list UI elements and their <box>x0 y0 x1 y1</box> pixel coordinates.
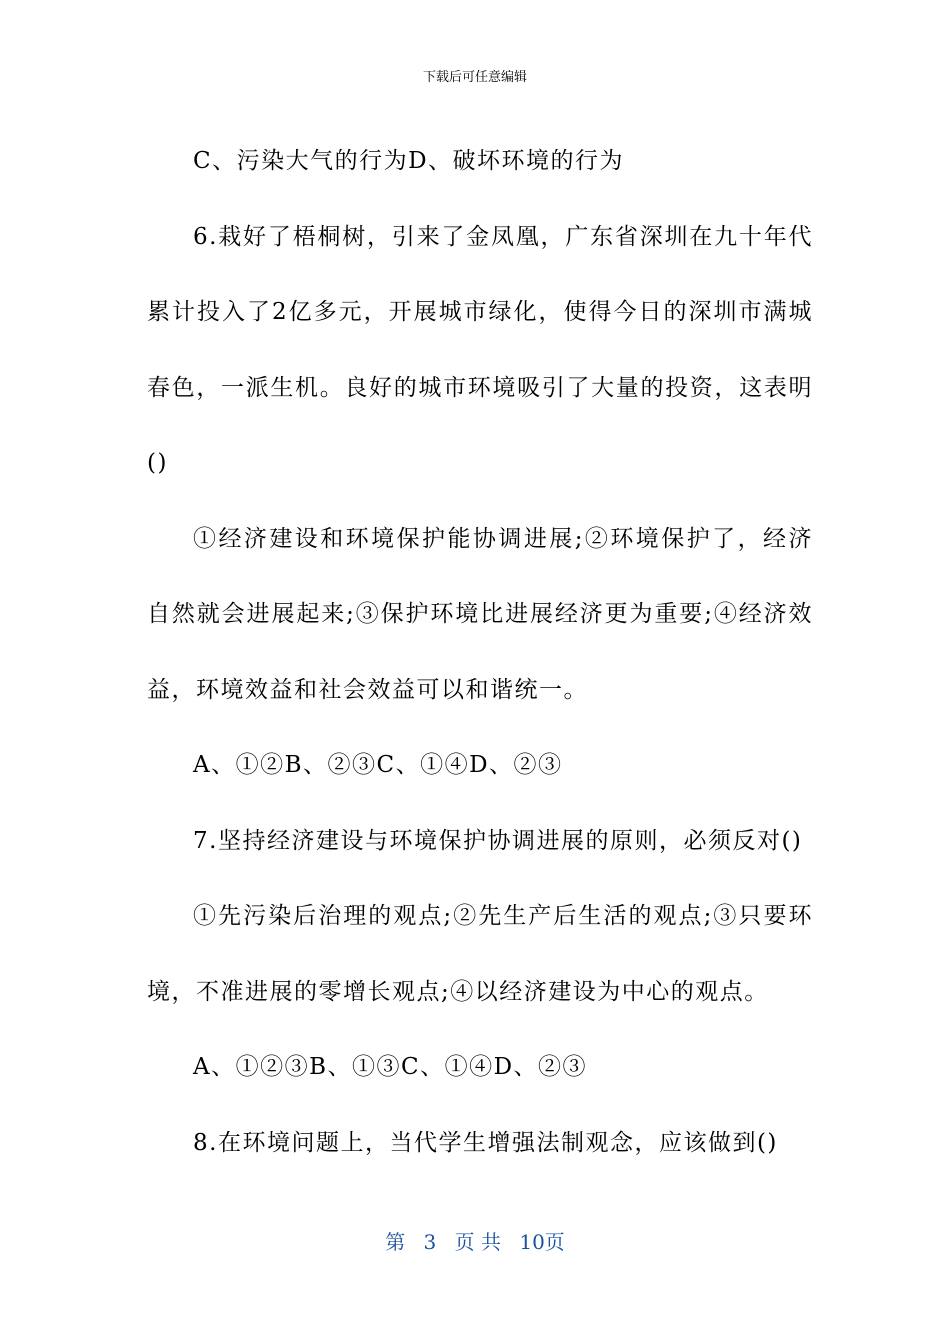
paragraph-option-cd: C、污染大气的行为D、破坏环境的行为 <box>193 148 625 174</box>
paragraph-statements-6: ①经济建设和环境保护能协调进展;②环境保护了，经济自然就会进展起来;③保护环境比进展经济更为重要;④经济效益，环境效益和社会效益可以和谐统一。 <box>147 525 813 703</box>
paragraph-choices-6: A、①②B、②③C、①④D、②③ <box>193 752 563 778</box>
document-body <box>147 124 813 1181</box>
footer-prefix: 第 <box>385 1230 406 1254</box>
paragraph-statements-7: ①先污染后治理的观点;②先生产后生活的观点;③只要环境，不准进展的零增长观点;④以经济建设为中心的观点。 <box>147 903 813 1005</box>
paragraph-question-7: 7.坚持经济建设与环境保护协调进展的原则，必须反对() <box>193 827 803 854</box>
page-number-footer <box>0 1226 950 1255</box>
paragraph-question-6: 6.栽好了梧桐树，引来了金凤凰，广东省深圳在九十年代累计投入了2亿多元，开展城市绿化，使得今日的深圳市满城春色，一派生机。良好的城市环境吸引了大量的投资，这表明() <box>147 223 813 476</box>
header-note: 下载后可任意编辑 <box>422 70 527 85</box>
footer-middle: 页 共 <box>454 1230 501 1254</box>
footer-current-page: 3 <box>423 1230 437 1254</box>
footer-total-pages: 10页 <box>519 1230 565 1254</box>
paragraph-question-8: 8.在环境问题上，当代学生增强法制观念，应该做到() <box>193 1129 778 1156</box>
paragraph-choices-7: A、①②③B、①③C、①④D、②③ <box>193 1054 588 1080</box>
